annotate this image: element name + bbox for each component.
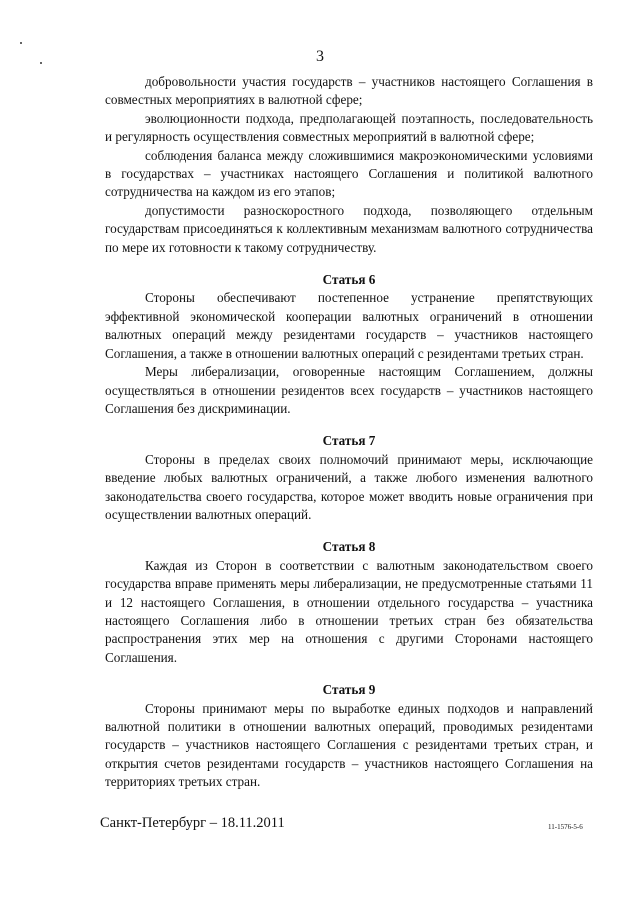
intro-paragraph: эволюционности подхода, предполагающей поэтапность, последовательность и регулярность осуществления совместных мероприятий в валютной сфере; xyxy=(105,110,593,145)
intro-paragraph: соблюдения баланса между сложившимися макроэкономическими условиями в государствах – участниках настоящего Соглашения и политикой валютного сотрудничества на каждом из его этапов; xyxy=(105,147,593,200)
article-heading: Статья 7 xyxy=(322,433,376,449)
page-number: 3 xyxy=(316,48,324,65)
document-code: 11-1576-5-6 xyxy=(548,823,583,831)
intro-paragraph: допустимости разноскоростного подхода, позволяющего отдельным государствам присоединяться к коллективным механизмам валютного сотрудничества по мере их готовности к такому сотрудничеству. xyxy=(105,202,593,255)
article-heading: Статья 9 xyxy=(322,682,376,698)
scan-speck xyxy=(20,42,22,44)
article-paragraph: Каждая из Сторон в соответствии с валютным законодательством своего государства вправе применять меры либерализации, не предусмотренные статьями 11 и 12 настоящего Соглашения, в отношении отдельного государства – участника настоящего Соглашения либо в отношении третьих стран без обязательства распространения этих мер на отношения с другими Сторонами настоящего Соглашения. xyxy=(105,557,593,665)
article-heading: Статья 6 xyxy=(322,272,376,288)
intro-paragraph: добровольности участия государств – участников настоящего Соглашения в совместных мероприятиях в валютной сфере; xyxy=(105,74,593,108)
place-and-date: Санкт-Петербург – 18.11.2011 xyxy=(100,815,285,831)
article-heading: Статья 8 xyxy=(322,539,376,555)
article-paragraph: Стороны в пределах своих полномочий принимают меры, исключающие введение любых валютных ограничений, а также любого изменения валютного законодательства своего государства, которое может вводить новые ограничения при осуществлении валютных операций. xyxy=(105,451,593,522)
article-paragraph: Меры либерализации, оговоренные настоящим Соглашением, должны осуществляться в отношении резидентов всех государств – участников настоящего Соглашения без дискриминации. xyxy=(105,364,593,416)
article-paragraph: Стороны обеспечивают постепенное устранение препятствующих эффективной экономической кооперации валютных ограничений в отношении валютных операций между резидентами государств – участников настоящего Соглашения, а также в отношении валютных операций с резидентами третьих стран. xyxy=(105,290,593,361)
document-body xyxy=(105,73,593,792)
article-paragraph: Стороны принимают меры по выработке единых подходов и направлений валютной политики в отношении валютных операций, проводимых резидентами государств – участников настоящего Соглашения с резидентами третьих стран, и открытия счетов резидентами государств – участников настоящего Соглашения на территориях третьих стран. xyxy=(105,700,593,790)
